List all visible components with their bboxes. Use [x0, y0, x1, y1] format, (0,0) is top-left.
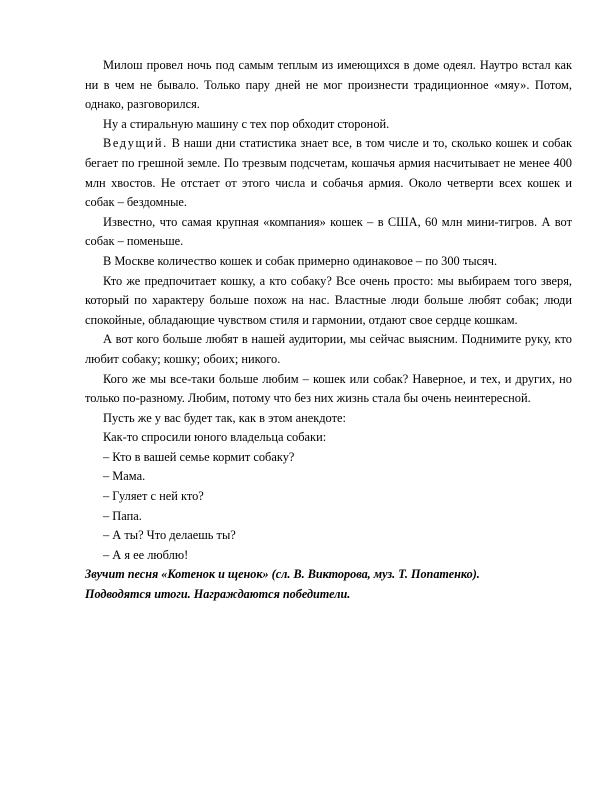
dialog-line: – Папа. — [103, 508, 142, 523]
dialog-line: – А ты? Что делаешь ты? — [103, 528, 236, 543]
paragraph: Кого же мы все-таки больше любим – кошек или собак? Наверное, и тех, и других, но только по-разному. Любим, потому что без них жизнь стала бы очень неинтересной. — [85, 371, 572, 406]
paragraph: Известно, что самая крупная «компания» кошек – в США, 60 млн мини-тигров. А вот собак – поменьше. — [85, 214, 572, 249]
paragraph: Как-то спросили юного владельца собаки: — [103, 430, 327, 445]
dialog-line: – Кто в вашей семье кормит собаку? — [103, 449, 295, 464]
paragraph: Пусть же у вас будет так, как в этом анекдоте: — [103, 410, 346, 425]
stage-direction: Звучит песня «Котенок и щенок» (сл. В. Викторова, муз. Т. Попатенко). — [85, 567, 480, 582]
paragraph — [85, 134, 572, 212]
document-page — [85, 56, 572, 605]
paragraph: А вот кого больше любят в нашей аудитории, мы сейчас выясним. Поднимите руку, кто любит собаку; кошку; обоих; никого. — [85, 332, 572, 366]
speaker-label: Ведущий. — [103, 136, 168, 151]
dialog-line: – Гуляет с ней кто? — [103, 489, 204, 504]
dialog-line: – А я ее люблю! — [103, 547, 189, 562]
paragraph-text: В наши дни статистика знает все, в том числе и то, сколько кошек и собак бегает по грешной земле. По трезвым подсчетам, кошачья армия насчитывает не менее 400 млн хвостов. Не отстает от этого числа и собачья армия. Около четверти всех кошек и собак – бездомные. — [85, 136, 572, 210]
paragraph: Ну а стиральную машину с тех пор обходит стороной. — [103, 116, 390, 131]
paragraph: Кто же предпочитает кошку, а кто собаку? Все очень просто: мы выбираем того зверя, который по характеру больше похож на нас. Властные люди больше любят собак; люди спокойные, обладающие чувством стиля и гармонии, отдают свое сердце кошкам. — [85, 273, 572, 327]
stage-direction: Подводятся итоги. Награждаются победители. — [85, 587, 351, 602]
dialog-line: – Мама. — [103, 469, 146, 484]
paragraph: Милош провел ночь под самым теплым из имеющихся в доме одеял. Наутро встал как ни в чем не бывало. Только пару дней не мог произнести традиционное «мяу». Потом, однако, разговорился. — [85, 58, 572, 112]
paragraph: В Москве количество кошек и собак примерно одинаковое – по 300 тысяч. — [103, 253, 498, 268]
